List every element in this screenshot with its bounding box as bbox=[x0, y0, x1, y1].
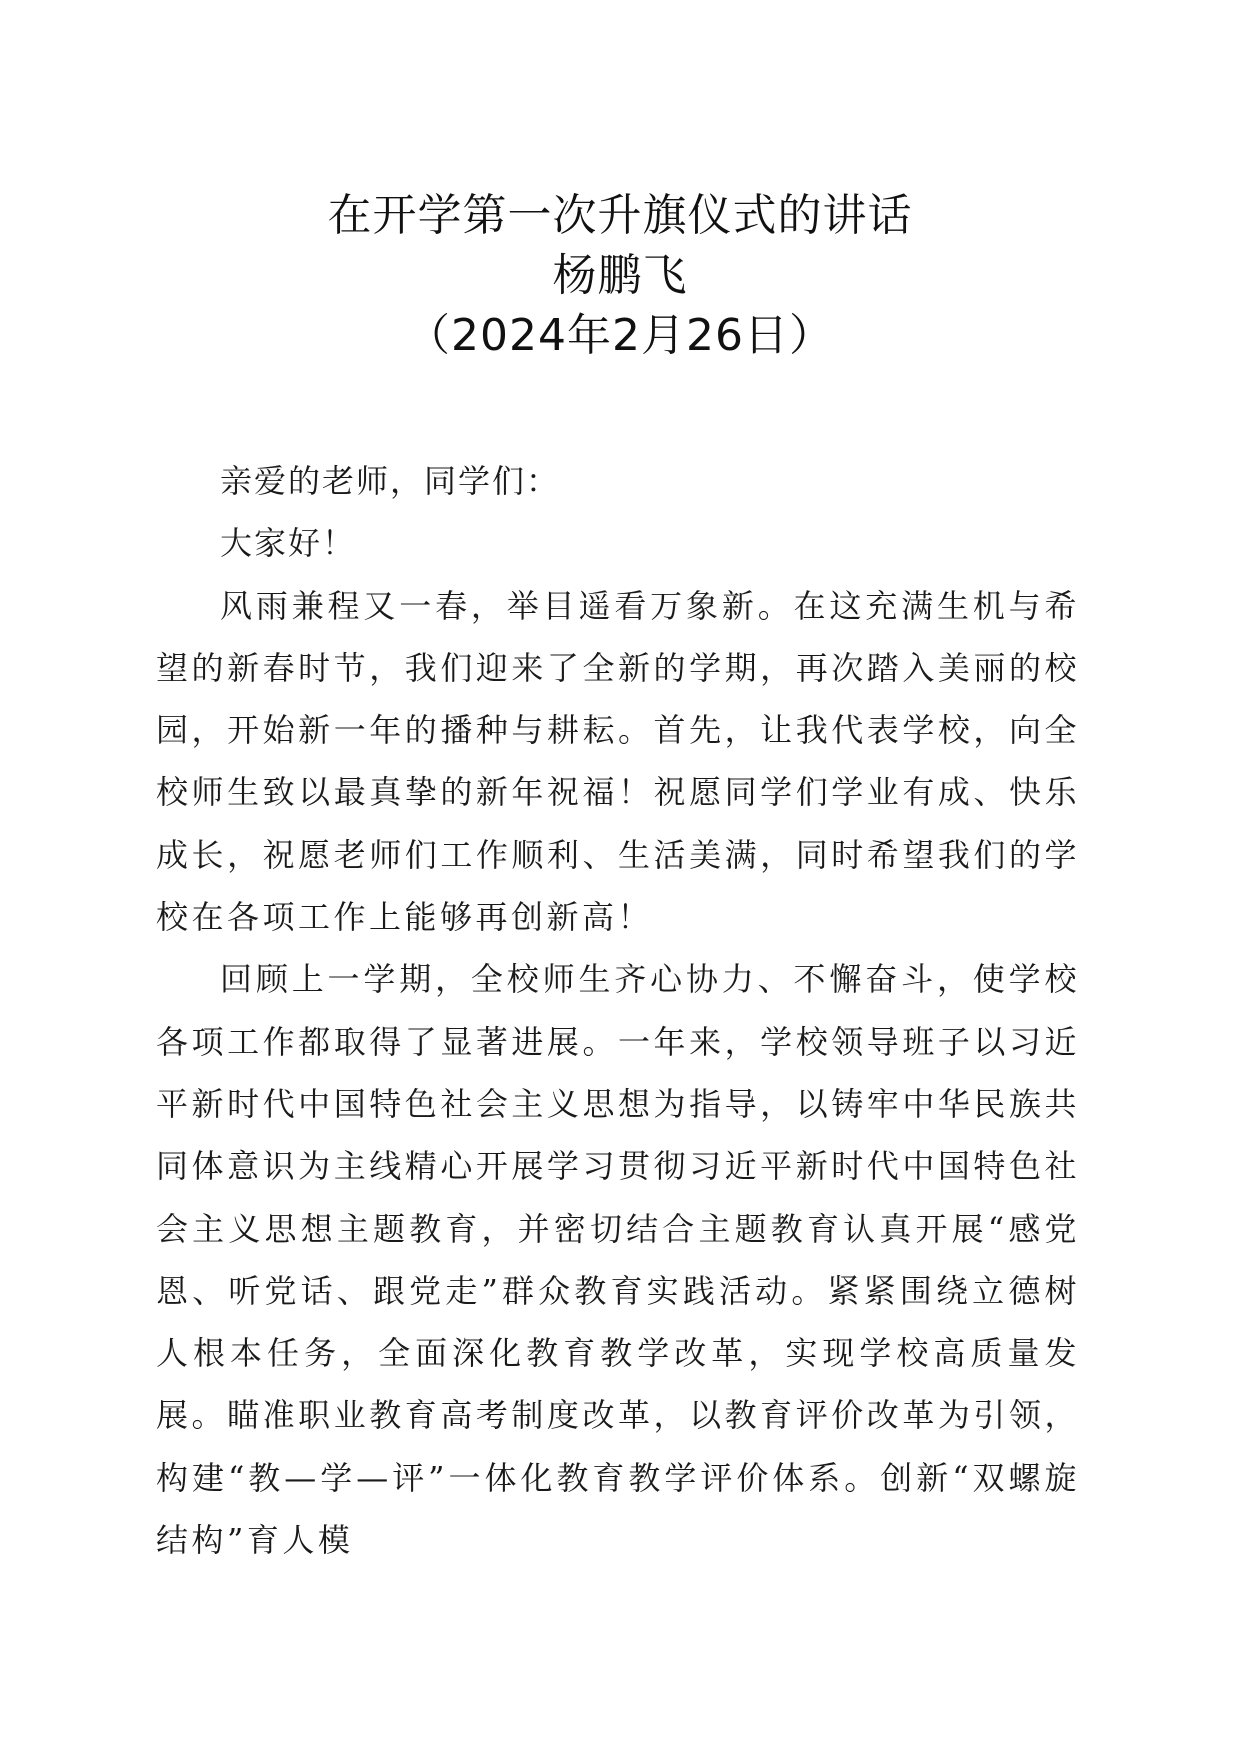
salutation: 亲爱的老师，同学们： bbox=[220, 462, 561, 500]
document-date: （2024年2月26日） bbox=[406, 310, 834, 361]
speech-body bbox=[156, 450, 1080, 1571]
paragraph-review: 回顾上一学期，全校师生齐心协力、不懈奋斗，使学校各项工作都取得了显著进展。一年来，学校领导班子以习近平新时代中国特色社会主义思想为指导，以铸牢中华民族共同体意识为主线精心开展学习贯彻习近平新时代中国特色社会主义思想主题教育，并密切结合主题教育认真开展“感党恩、听党话、跟党走”群众教育实践活动。紧紧围绕立德树人根本任务，全面深化教育教学改革，实现学校高质量发展。瞄准职业教育高考制度改革，以教育评价改革为引领，构建“教—学—评”一体化教育教学评价体系。创新“双螺旋结构”育人模 bbox=[156, 960, 1080, 1560]
document-author: 杨鹏飞 bbox=[552, 250, 688, 301]
paragraph-opening: 风雨兼程又一春，举目遥看万象新。在这充满生机与希望的新春时节，我们迎来了全新的学期，再次踏入美丽的校园，开始新一年的播种与耕耘。首先，让我代表学校，向全校师生致以最真挚的新年祝福！祝愿同学们学业有成、快乐成长，祝愿老师们工作顺利、生活美满，同时希望我们的学校在各项工作上能够再创新高！ bbox=[156, 586, 1080, 937]
title-block bbox=[0, 186, 1240, 366]
document-title: 在开学第一次升旗仪式的讲话 bbox=[327, 190, 913, 241]
greeting: 大家好！ bbox=[220, 524, 357, 563]
